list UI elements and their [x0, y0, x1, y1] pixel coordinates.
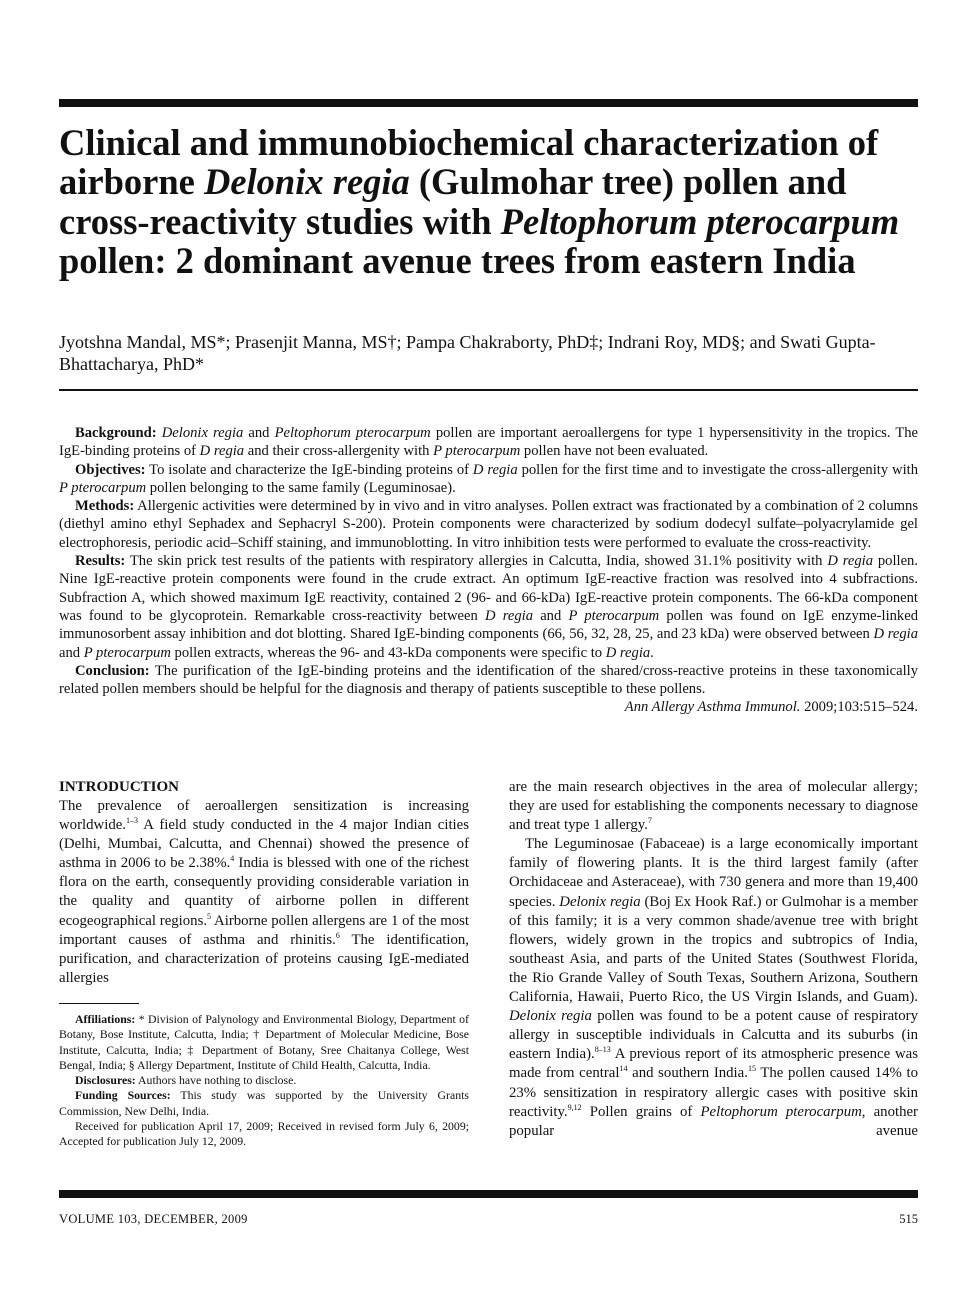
- reference-marker: 9,12: [567, 1102, 582, 1112]
- reference-marker: 8–13: [594, 1045, 611, 1055]
- reference-marker: 4: [230, 854, 235, 864]
- species-name: D regia: [199, 443, 245, 460]
- section-heading: INTRODUCTION: [59, 779, 180, 795]
- species-name: P pterocarpum: [433, 443, 521, 460]
- intro-paragraph-2: [509, 835, 918, 1160]
- text-run: pollen was found on IgE enzyme-linked immunosorbent assay inhibition and dot blotting. Shared IgE-binding components (66, 56, 32, 28, 25, and 23 kDa) were observed between: [59, 607, 919, 643]
- text-run: To isolate and characterize the IgE-binding proteins of: [145, 461, 473, 478]
- abstract-results: [59, 552, 918, 662]
- text-run: , another popular avenue: [509, 1103, 918, 1139]
- reference-marker: 1–3: [125, 816, 138, 826]
- text-run: pollen for the first time and to investigate the cross-allergenity with: [517, 461, 918, 478]
- section-label: Results:: [75, 553, 126, 570]
- section-label: Methods:: [75, 498, 135, 515]
- text-run: A previous report of its atmospheric presence was made from central: [509, 1046, 918, 1082]
- text-run: The Leguminosae (Fabaceae) is a large economically important family of flowering plants. It is the third largest family (after Orchidaceae and Asteraceae), with 730 genera and more than 19,400 species.: [509, 836, 918, 910]
- species-name: D regia: [873, 626, 918, 643]
- footnote-label: Funding Sources:: [75, 1088, 171, 1103]
- species-name: P pterocarpum: [83, 644, 171, 661]
- text-run: and their cross-allergenity with: [244, 443, 434, 460]
- footnote-rule: [59, 1003, 139, 1004]
- text-run: Airborne pollen allergens are 1 of the most important causes of asthma and rhinitis.: [59, 912, 469, 948]
- abstract: [59, 424, 918, 717]
- section-label: Objectives:: [75, 461, 146, 478]
- top-rule: [59, 99, 918, 107]
- left-column: [59, 778, 469, 1007]
- reference-marker: 14: [619, 1064, 628, 1074]
- text-run: The purification of the IgE-binding proteins and the identification of the shared/cross-reactive proteins in these taxonomically related pollen members should be helpful for the diagnosis and therapy of patients susceptible to these pollens.: [59, 662, 918, 698]
- reference-marker: 5: [207, 911, 212, 921]
- species-name: D regia: [472, 461, 518, 478]
- text-run: India is blessed with one of the richest flora on the earth, consequently providing considerable variation in the quality and quantity of airborne pollen in different ecogeographical regions.: [59, 855, 469, 929]
- text-run: and: [59, 644, 84, 661]
- species-name: Delonix regia: [559, 893, 641, 910]
- text-run: Allergenic activities were determined by in vivo and in vitro analyses. Pollen extract was fractionated by a combination of 2 columns (diethyl amino ethyl Sephadex and Sephacryl S-200). Protein components were characterized by sodium dodecyl sulfate–polyacrylamide gel electrophoresis, periodic acid–Schiff staining, and immunoblotting. In vitro inhibition tests were performed to evaluate the cross-reactivity.: [59, 498, 918, 551]
- title-text: (Gulmohar tree) pollen and cross-reactivity studies with: [59, 161, 847, 242]
- text-run: pollen was found to be a potent cause of respiratory allergy in susceptible individuals in Calcutta and its suburbs (in eastern India).: [509, 1008, 918, 1063]
- text-run: The prevalence of aeroallergen sensitization is increasing worldwide.: [59, 798, 469, 834]
- text-run: pollen extracts, whereas the 96- and 43-kDa components were specific to: [170, 644, 606, 661]
- text-run: and: [243, 425, 275, 441]
- text-run: and: [533, 607, 569, 624]
- text-run: * Division of Palynology and Environmental Biology, Department of Botany, Bose Institute, Calcutta, India; † Department of Molecular Medicine, Bose Institute, Calcutta, India; ‡ Department of Botany, Sree Chaitanya College, West Bengal, India; § Allergy Department, Institute of Child Health, Calcutta, India.: [59, 1012, 469, 1072]
- bottom-rule: [59, 1190, 918, 1198]
- text-run: (Boj Ex Hook Raf.) or Gulmohar is a member of this family; it is a very common shade/avenue tree with bright flowers, widely grown in the tropics and subtropics of India, southeast Asia, and parts of the United States (Southwest Florida, the Rio Grande Valley of South Texas, Southern Arizona, Southern California, Hawaii, Puerto Rico, the US Virgin Islands, and Guam).: [509, 893, 918, 1006]
- species-name: D regia: [827, 553, 873, 570]
- title-italic-species: Peltophorum pterocarpum: [500, 200, 900, 242]
- text-run: pollen are important aeroallergens for type 1 hypersensitivity in the tropics. The IgE-binding proteins of: [59, 425, 919, 460]
- text-run: Authors have nothing to disclose.: [135, 1073, 297, 1088]
- section-label: Conclusion:: [75, 662, 150, 679]
- title-italic-species: Delonix regia: [203, 161, 410, 203]
- text-run: The pollen caused 14% to 23% sensitization in respiratory allergic cases with positive skin reactivity.: [509, 1065, 918, 1120]
- species-name: P pterocarpum: [59, 479, 147, 496]
- footnote-label: Disclosures:: [75, 1073, 136, 1088]
- species-name: Delonix regia: [509, 1008, 592, 1025]
- text-run: .: [650, 644, 654, 661]
- species-name: Delonix regia: [161, 425, 244, 441]
- text-run: and southern India.: [627, 1065, 748, 1082]
- abstract-top-rule: [59, 389, 918, 391]
- footnote-received: Received for publication April 17, 2009; Received in revised form July 6, 2009; Accepted for publication July 12, 2009.: [59, 1119, 469, 1149]
- footnote-disclosures: [59, 1073, 469, 1088]
- footnote-funding: [59, 1088, 469, 1119]
- text-run: The skin prick test results of the patients with respiratory allergies in Calcutta, India, showed 31.1% positivity with: [125, 553, 828, 570]
- abstract-methods: [59, 497, 918, 552]
- footer-volume: VOLUME 103, DECEMBER, 2009: [59, 1212, 248, 1226]
- species-name: Peltophorum pterocarpum: [274, 425, 431, 441]
- text-run: Pollen grains of: [581, 1103, 701, 1120]
- intro-paragraph-1-continued: [509, 778, 918, 835]
- text-run: A field study conducted in the 4 major Indian cities (Delhi, Mumbai, Calcutta, and Chennai) showed the presence of asthma in 2006 to be 2.38%.: [59, 817, 469, 872]
- species-name: D regia: [484, 607, 533, 624]
- reference-marker: 15: [747, 1064, 756, 1074]
- journal-name: Ann Allergy Asthma Immunol.: [624, 699, 801, 716]
- right-column: [509, 778, 918, 1160]
- citation: [59, 698, 918, 716]
- footnote-label: Affiliations:: [75, 1012, 136, 1026]
- article-title: [59, 123, 929, 280]
- title-text: Clinical and immunobiochemical characterization of airborne: [59, 122, 879, 203]
- title-text: pollen: 2 dominant avenue trees from eastern India: [59, 239, 856, 281]
- text-run: The identification, purification, and characterization of proteins causing IgE-mediated allergies: [59, 931, 469, 986]
- citation-ref: 2009;103:515–524.: [800, 699, 918, 716]
- reference-marker: 7: [647, 816, 652, 826]
- text-run: This study was supported by the University Grants Commission, New Delhi, India.: [59, 1088, 469, 1118]
- footnote-affiliations: [59, 1012, 469, 1073]
- section-label: Background:: [75, 425, 157, 441]
- species-name: Peltophorum pterocarpum: [700, 1103, 862, 1120]
- text-run: pollen have not been evaluated.: [520, 443, 709, 460]
- reference-marker: 6: [335, 930, 340, 940]
- abstract-conclusion: [59, 662, 918, 699]
- text-run: pollen belonging to the same family (Leguminosae).: [146, 479, 456, 496]
- text-run: pollen. Nine IgE-reactive protein components were found in the crude extract. An optimum IgE-reactive fraction was resolved into 4 subfractions. Subfraction A, which showed maximum IgE reactivity, contained 2 (96- and 66-kDa) IgE-reactive protein components. The 66-kDa component was found to be glycoprotein. Remarkable cross-reactivity between: [59, 553, 918, 624]
- species-name: D regia: [605, 644, 651, 661]
- intro-paragraph-1: [59, 797, 469, 1007]
- abstract-objectives: [59, 461, 918, 498]
- author-list: Jyotshna Mandal, MS*; Prasenjit Manna, MS†; Pampa Chakraborty, PhD‡; Indrani Roy, MD§; and Swati Gupta-Bhattacharya, PhD*: [59, 332, 876, 374]
- abstract-background: [59, 424, 918, 461]
- footnotes: [59, 1012, 469, 1150]
- page-number: 515: [899, 1212, 918, 1226]
- species-name: P pterocarpum: [568, 607, 660, 624]
- text-run: are the main research objectives in the area of molecular allergy; they are used for establishing the components necessary to diagnose and treat type 1 allergy.: [509, 779, 918, 834]
